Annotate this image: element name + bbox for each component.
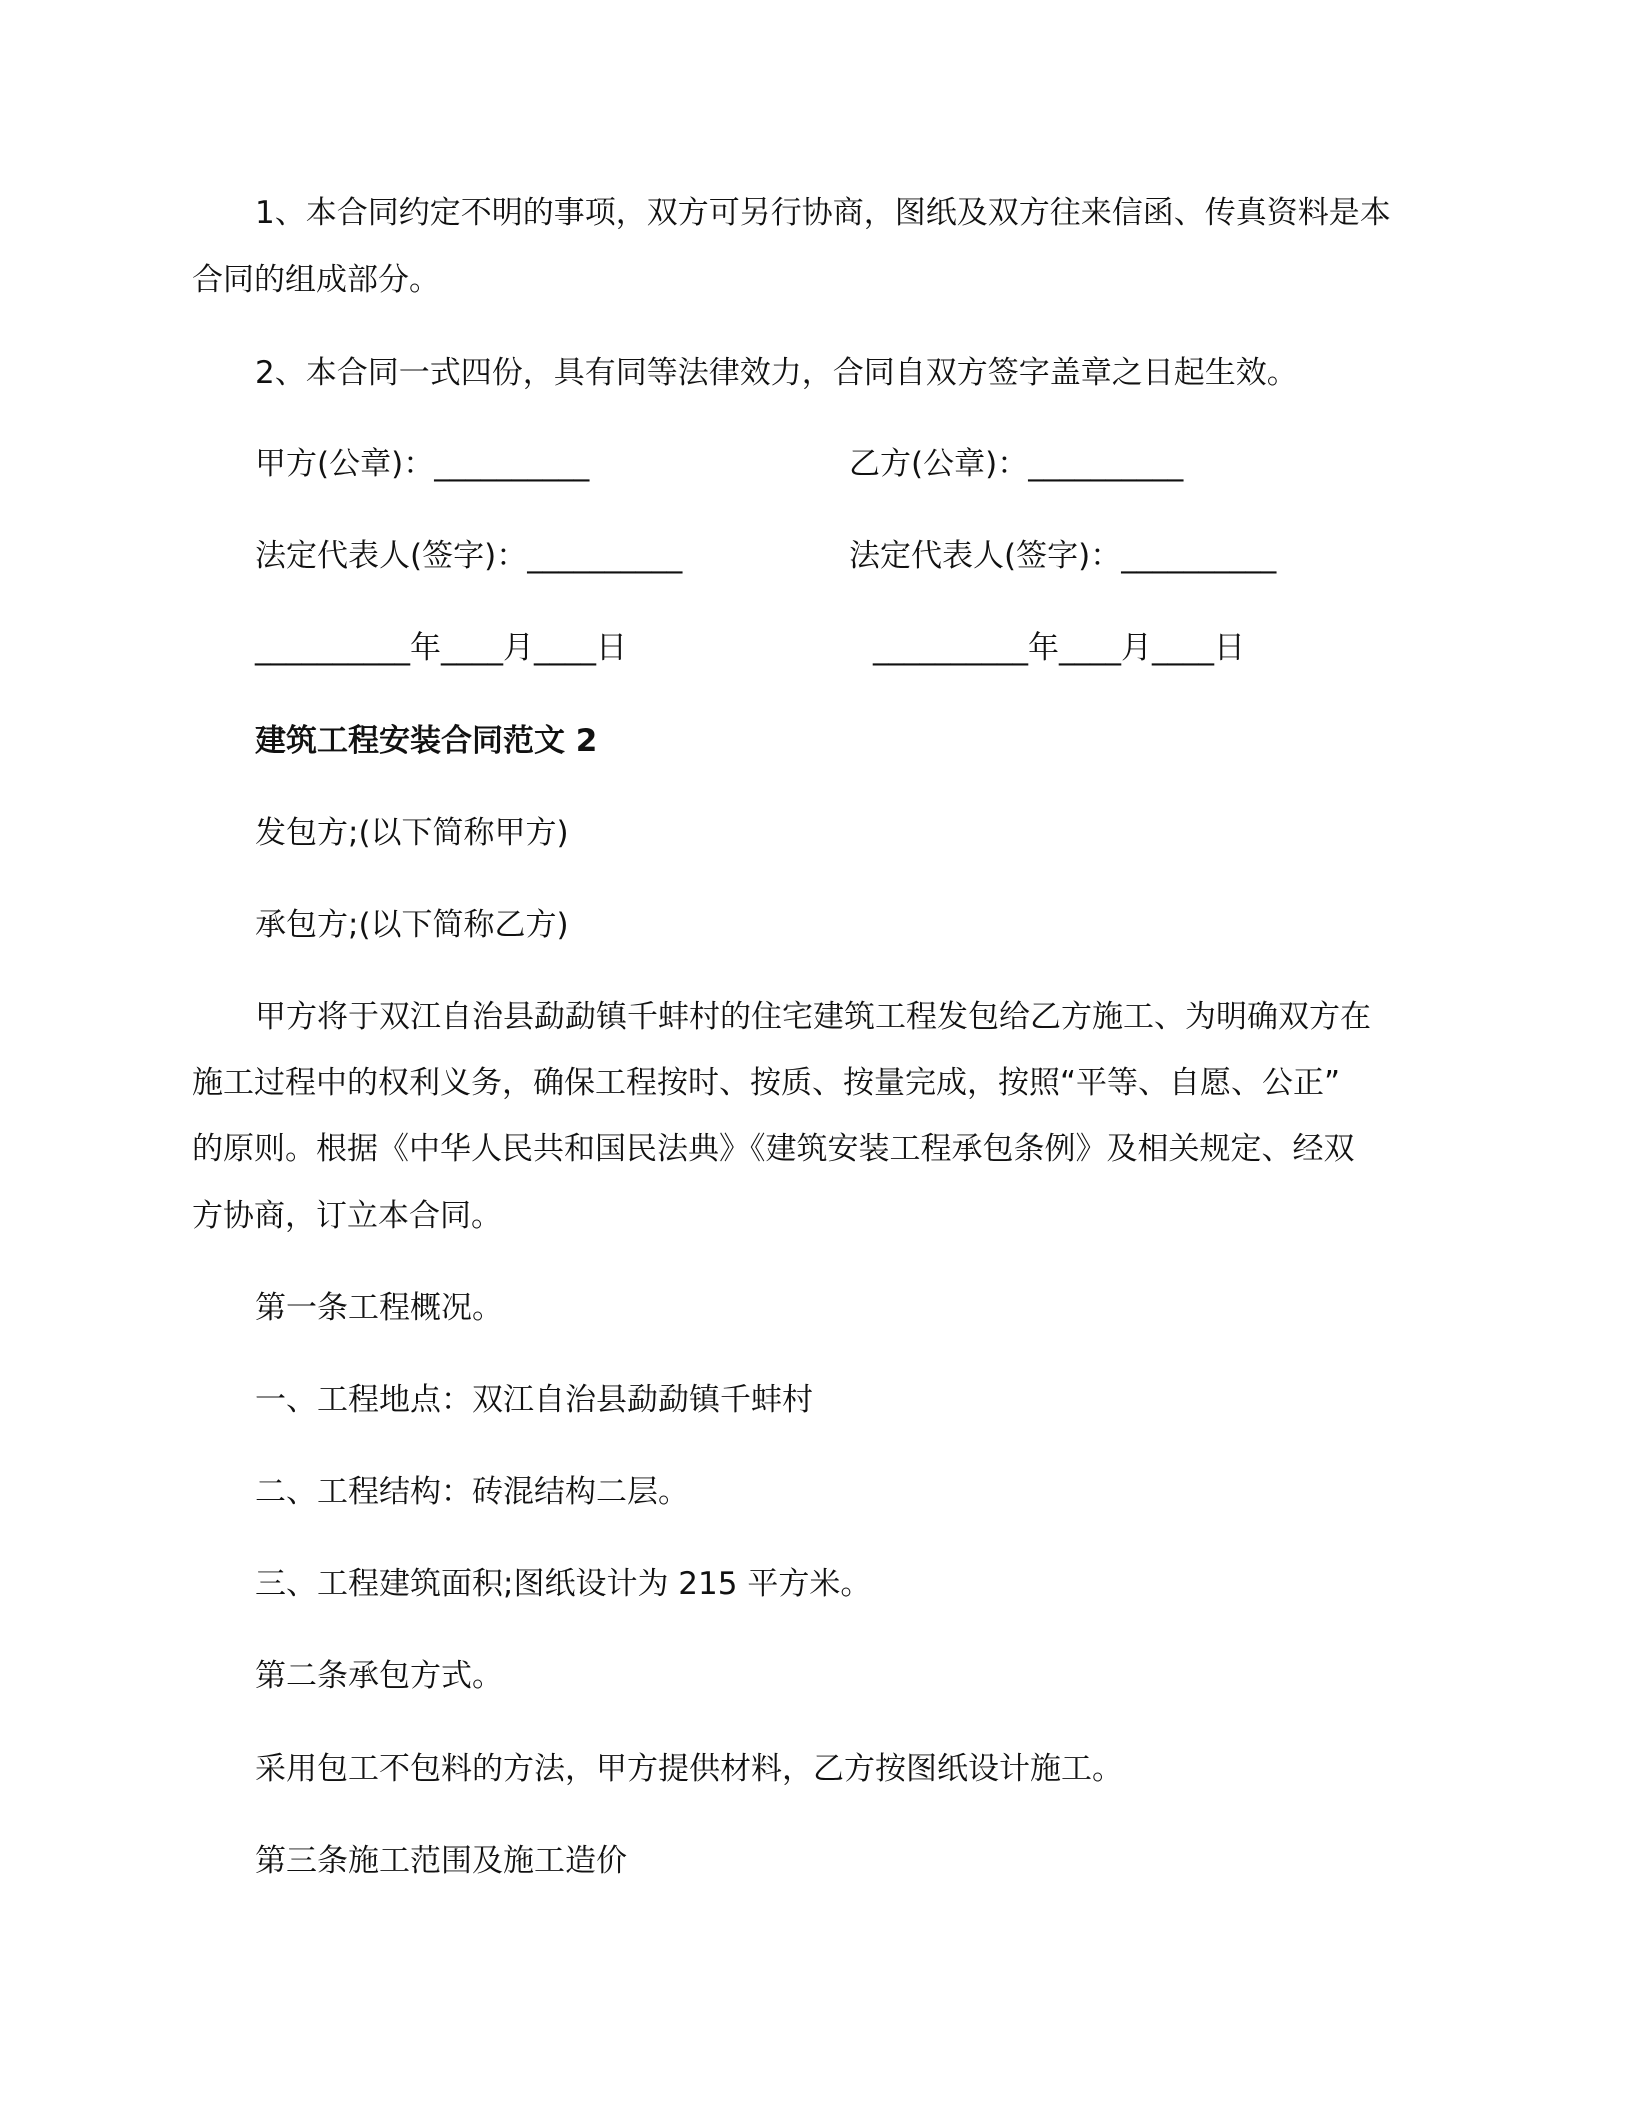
article-2-heading: 第二条承包方式。 [255, 1658, 503, 1694]
clause-1-line-1: 1、本合同约定不明的事项，双方可另行协商，图纸及双方往来信函、传真资料是本 [255, 195, 1391, 231]
article-3-heading: 第三条施工范围及施工造价 [255, 1843, 627, 1879]
party-a-seal: 甲方(公章)：__________ [255, 446, 590, 482]
item-location: 一、工程地点：双江自治县勐勐镇千蚌村 [255, 1382, 813, 1418]
item-area: 三、工程建筑面积;图纸设计为 215 平方米。 [255, 1566, 872, 1602]
party-a-date: __________年____月____日 [255, 630, 627, 666]
clause-2: 2、本合同一式四份，具有同等法律效力，合同自双方签字盖章之日起生效。 [255, 355, 1298, 391]
article-1-heading: 第一条工程概况。 [255, 1290, 503, 1326]
employer-line: 发包方;(以下简称甲方) [255, 815, 569, 851]
party-a-rep: 法定代表人(签字)：__________ [255, 538, 683, 574]
item-structure: 二、工程结构：砖混结构二层。 [255, 1474, 689, 1510]
intro-line-2: 施工过程中的权利义务，确保工程按时、按质、按量完成，按照“平等、自愿、公正” [192, 1065, 1341, 1101]
party-b-rep: 法定代表人(签字)：__________ [849, 538, 1277, 574]
party-b-seal: 乙方(公章)：__________ [849, 446, 1184, 482]
intro-line-4: 方协商，订立本合同。 [192, 1198, 502, 1234]
article-2-text: 采用包工不包料的方法，甲方提供材料，乙方按图纸设计施工。 [255, 1751, 1123, 1787]
clause-1-line-2: 合同的组成部分。 [192, 262, 440, 298]
party-b-date: __________年____月____日 [873, 630, 1245, 666]
section-title: 建筑工程安装合同范文 2 [255, 723, 598, 759]
contractor-line: 承包方;(以下简称乙方) [255, 907, 569, 943]
intro-line-1: 甲方将于双江自治县勐勐镇千蚌村的住宅建筑工程发包给乙方施工、为明确双方在 [255, 999, 1371, 1035]
intro-line-3: 的原则。根据《中华人民共和国民法典》《建筑安装工程承包条例》及相关规定、经双 [192, 1131, 1355, 1167]
